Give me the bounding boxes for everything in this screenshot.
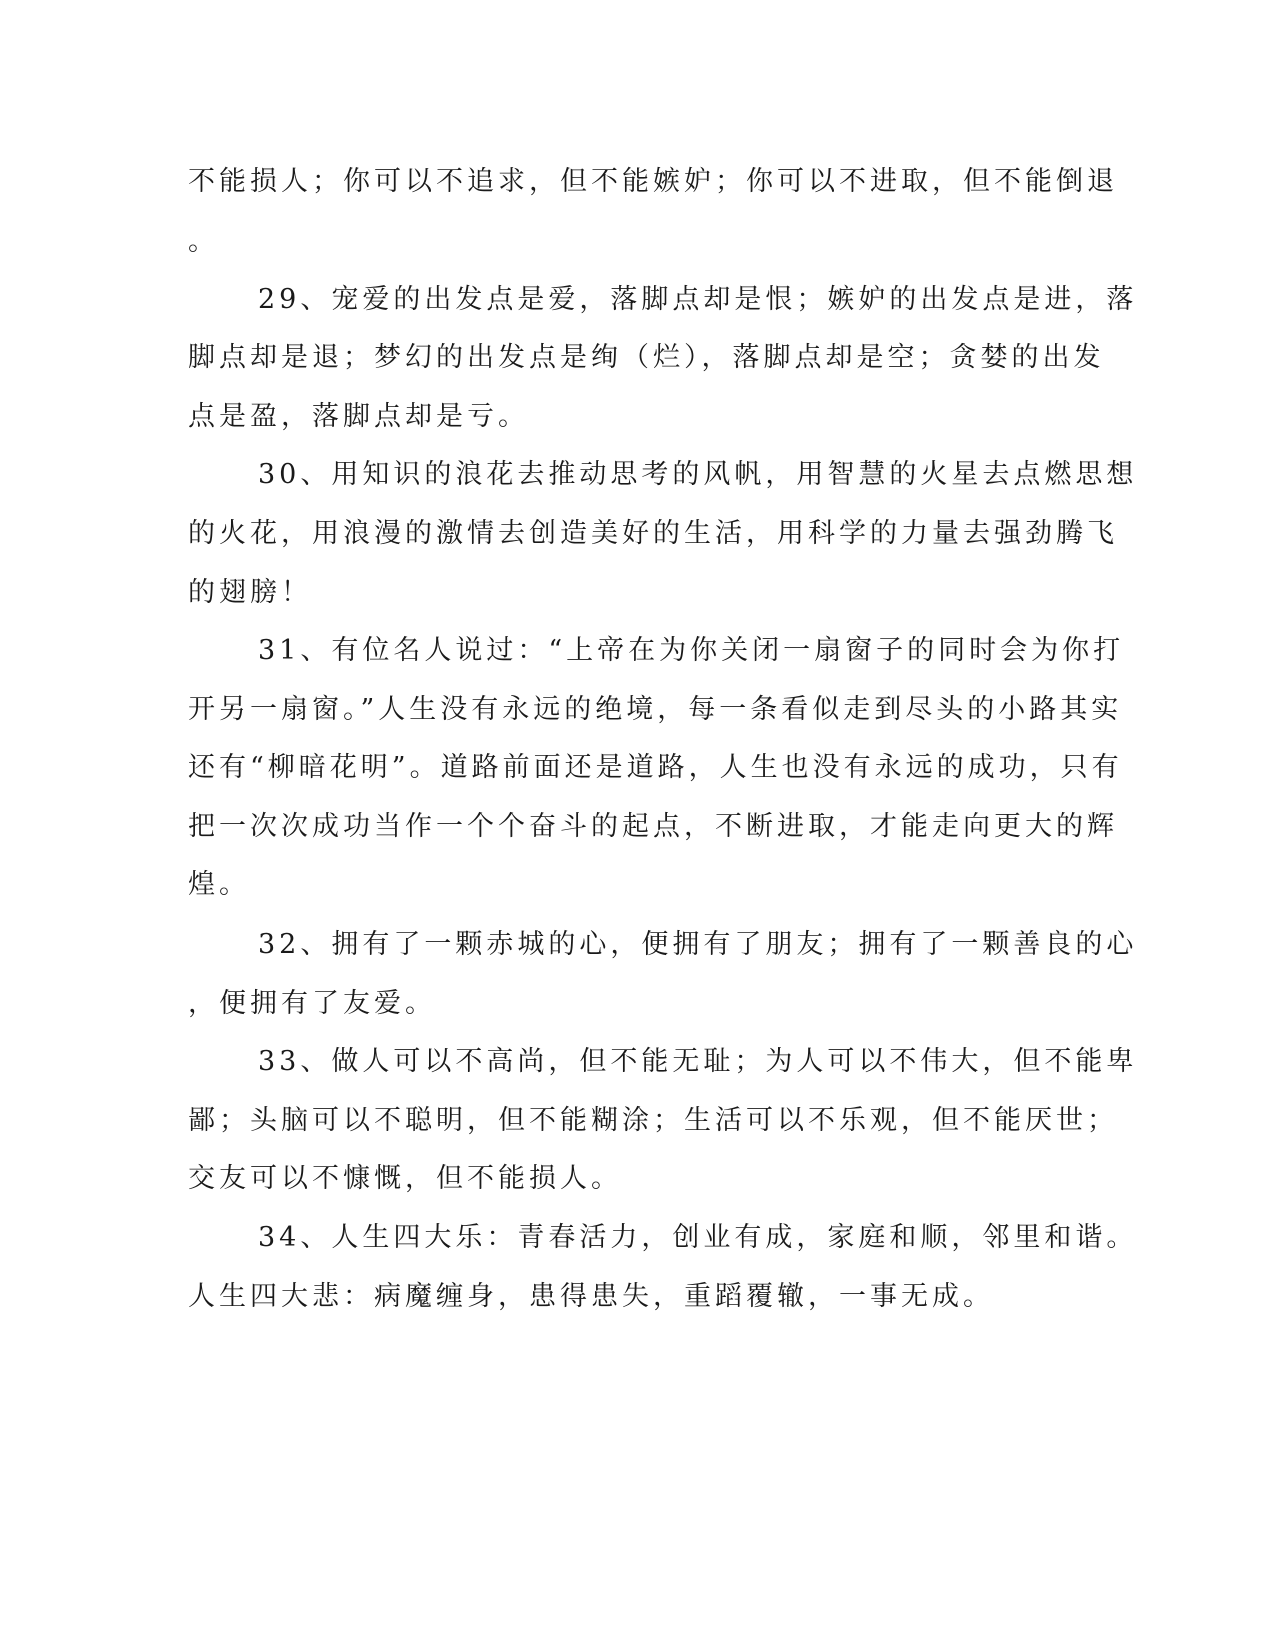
text-line: 人生四大悲：病魔缠身，患得患失，重蹈覆辙，一事无成。: [188, 1281, 994, 1312]
paragraph-29-start: 29、宠爱的出发点是爱，落脚点却是恨；嫉妒的出发点是进，落: [258, 284, 1138, 315]
text-line: 煌。: [188, 869, 250, 900]
text-line: 不能损人；你可以不追求，但不能嫉妒；你可以不进取，但不能倒退: [188, 166, 1118, 197]
text-line: 鄙；头脑可以不聪明，但不能糊涂；生活可以不乐观，但不能厌世；: [188, 1105, 1118, 1136]
text-line: ，便拥有了友爱。: [188, 988, 436, 1019]
paragraph-32-start: 32、拥有了一颗赤城的心，便拥有了朋友；拥有了一颗善良的心: [258, 929, 1138, 960]
text-line: 交友可以不慷慨，但不能损人。: [188, 1163, 622, 1194]
text-line: 的翅膀！: [188, 577, 312, 608]
paragraph-31-start: 31、有位名人说过：“上帝在为你关闭一扇窗子的同时会为你打: [258, 635, 1125, 666]
text-line: 把一次次成功当作一个个奋斗的起点，不断进取，才能走向更大的辉: [188, 811, 1118, 842]
paragraph-30-start: 30、用知识的浪花去推动思考的风帆，用智慧的火星去点燃思想: [258, 459, 1138, 490]
text-line: 。: [188, 226, 219, 257]
paragraph-34-start: 34、人生四大乐：青春活力，创业有成，家庭和顺，邻里和谐。: [258, 1222, 1138, 1253]
text-line: 的火花，用浪漫的激情去创造美好的生活，用科学的力量去强劲腾飞: [188, 518, 1118, 549]
text-line: 脚点却是退；梦幻的出发点是绚（烂），落脚点却是空；贪婪的出发: [188, 342, 1105, 373]
text-line: 还有“柳暗花明”。道路前面还是道路，人生也没有永远的成功，只有: [188, 752, 1123, 783]
text-line: 开另一扇窗。”人生没有永远的绝境，每一条看似走到尽头的小路其实: [188, 694, 1123, 725]
text-line: 点是盈，落脚点却是亏。: [188, 401, 529, 432]
paragraph-33-start: 33、做人可以不高尚，但不能无耻；为人可以不伟大，但不能卑: [258, 1046, 1138, 1077]
